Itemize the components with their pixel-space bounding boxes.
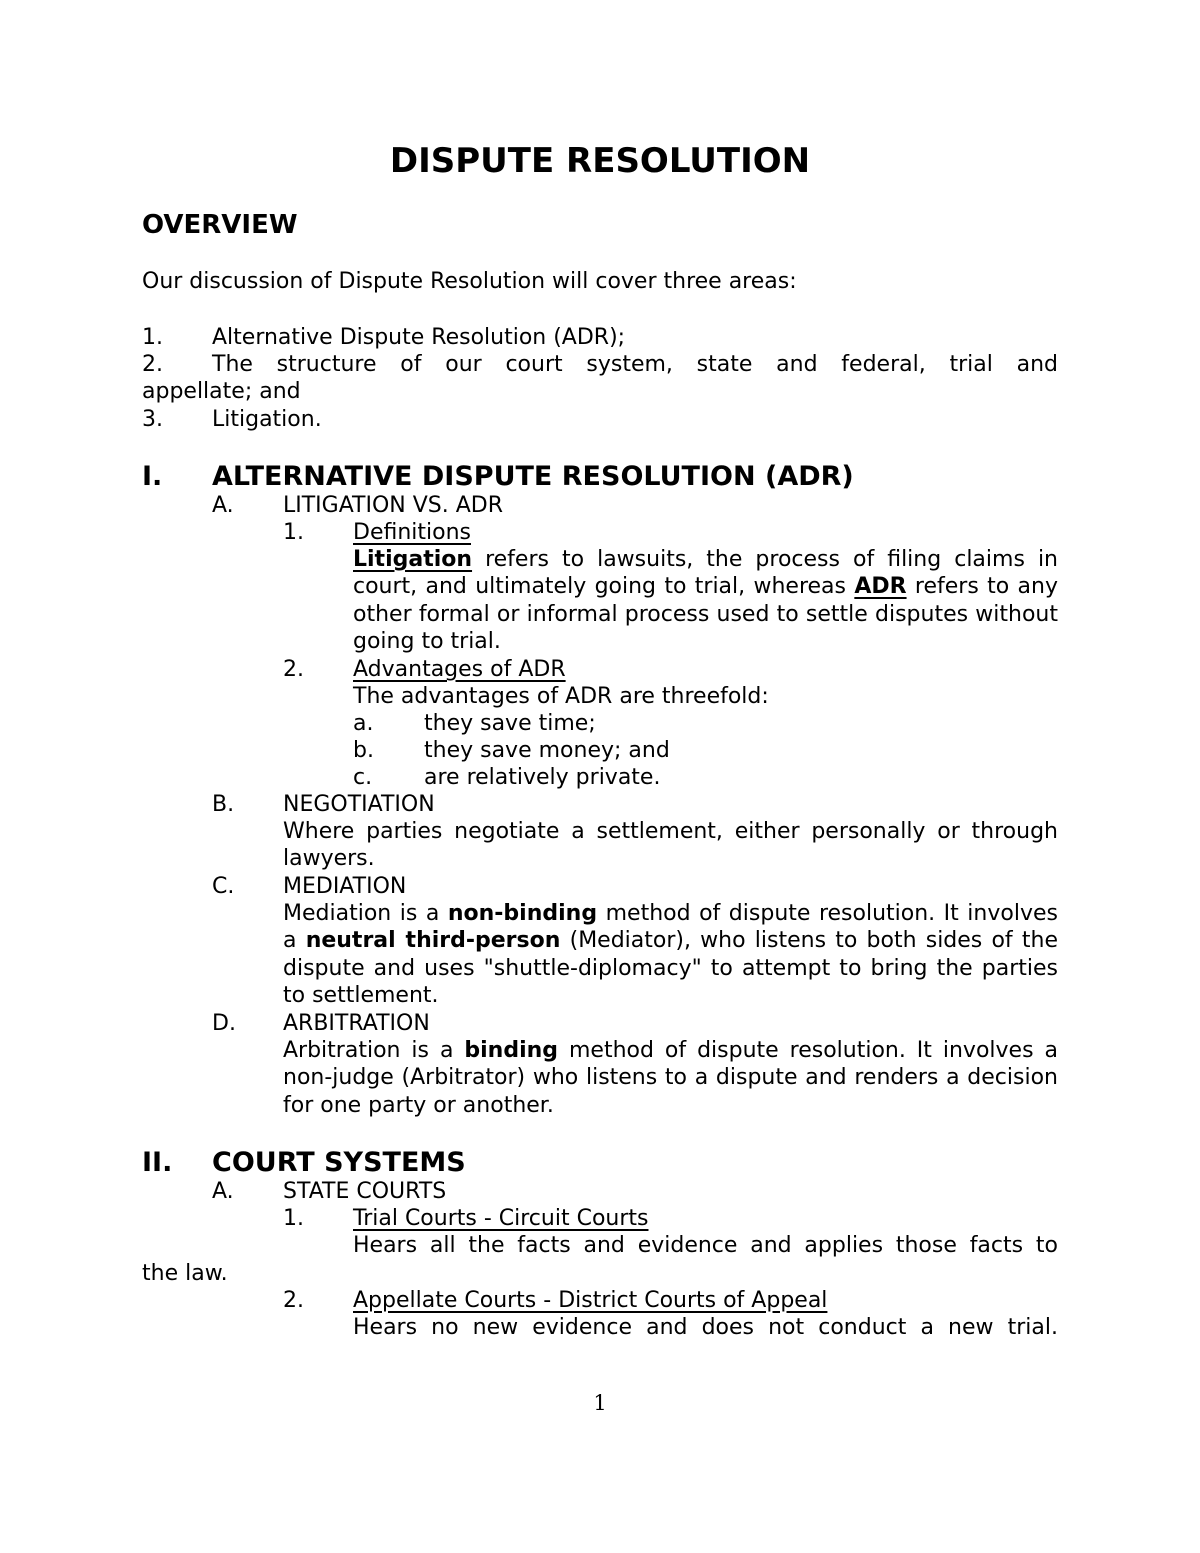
overview-intro: Our discussion of Dispute Resolution will cover three areas:	[142, 269, 797, 294]
advantage-a-letter: a.	[353, 711, 374, 736]
overview-item-2-text: The structure of our court system, state and federal, trial and	[212, 352, 1058, 377]
trial-courts-heading: Trial Courts - Circuit Courts	[353, 1206, 649, 1231]
overview-item-2-number: 2.	[142, 352, 163, 377]
section-2-a-title: STATE COURTS	[283, 1179, 447, 1204]
section-1-c-letter: C.	[212, 874, 235, 899]
advantages-intro: The advantages of ADR are threefold:	[353, 684, 769, 709]
appellate-courts-text: Hears no new evidence and does not conduct a new trial.	[353, 1315, 1058, 1340]
trial-courts-text: Hears all the facts and evidence and applies those facts to	[353, 1233, 1058, 1258]
section-1-d-title: ARBITRATION	[283, 1011, 430, 1036]
section-1-c-title: MEDIATION	[283, 874, 407, 899]
arbitration-paragraph	[283, 1037, 1058, 1119]
overview-item-3-text: Litigation.	[212, 407, 322, 432]
section-1-d-letter: D.	[212, 1011, 236, 1036]
advantage-b-text: they save money; and	[424, 738, 670, 763]
definitions-text-1: refers to lawsuits, the process of filing claims in court, and ultimately going to trial, whereas	[353, 547, 1058, 600]
arbitration-text-2: method of dispute resolution. It involves a non-judge (Arbitrator) who listens to a dispute and renders a decision for one party or another.	[283, 1038, 1058, 1118]
advantage-c-letter: c.	[353, 765, 373, 790]
negotiation-paragraph: Where parties negotiate a settlement, either personally or through lawyers.	[283, 819, 1058, 872]
section-2-title: COURT SYSTEMS	[212, 1147, 466, 1178]
section-2-a-letter: A.	[212, 1179, 234, 1204]
section-1-a-letter: A.	[212, 493, 234, 518]
overview-item-1-text: Alternative Dispute Resolution (ADR);	[212, 325, 626, 350]
mediation-text-2: method of dispute resolution. It involves a	[283, 901, 1058, 954]
term-non-binding: non-binding	[447, 901, 598, 926]
appellate-courts-heading: Appellate Courts - District Courts of Appeal	[353, 1288, 828, 1313]
advantages-heading: Advantages of ADR	[353, 657, 566, 682]
advantage-b-letter: b.	[353, 738, 374, 763]
definitions-paragraph	[353, 546, 1058, 655]
overview-heading: OVERVIEW	[142, 210, 298, 240]
document-title: DISPUTE RESOLUTION	[389, 141, 811, 181]
overview-item-2-text-cont: appellate; and	[142, 379, 301, 404]
section-2-number: II.	[142, 1147, 173, 1178]
section-1-a-title: LITIGATION VS. ADR	[283, 493, 504, 518]
section-1-b-title: NEGOTIATION	[283, 792, 435, 817]
section-1-b-letter: B.	[212, 792, 235, 817]
definitions-number: 1.	[283, 520, 304, 545]
term-binding: binding	[464, 1038, 559, 1063]
mediation-text-3: (Mediator), who listens to both sides of the dispute and uses "shuttle-diplomacy" to attempt to bring the parties to settlement.	[283, 928, 1058, 1008]
definitions-text-2: refers to any other formal or informal process used to settle disputes without going to trial.	[353, 574, 1058, 654]
page-number: 1	[593, 1391, 607, 1415]
mediation-paragraph	[283, 900, 1058, 1009]
overview-item-3-number: 3.	[142, 407, 163, 432]
term-neutral-third-person: neutral third-person	[305, 928, 561, 954]
trial-courts-text-cont: the law.	[142, 1261, 228, 1286]
mediation-text-1: Mediation is a	[283, 901, 448, 926]
section-1-number: I.	[142, 461, 163, 492]
advantage-a-text: they save time;	[424, 711, 596, 736]
definitions-heading: Definitions	[353, 520, 471, 545]
advantage-c-text: are relatively private.	[424, 765, 661, 790]
overview-item-1-number: 1.	[142, 325, 163, 350]
arbitration-text-1: Arbitration is a	[283, 1038, 465, 1063]
trial-courts-number: 1.	[283, 1206, 304, 1231]
advantages-number: 2.	[283, 657, 304, 682]
term-litigation: Litigation	[353, 547, 473, 572]
section-1-title: ALTERNATIVE DISPUTE RESOLUTION (ADR)	[212, 461, 854, 492]
term-adr: ADR	[854, 574, 907, 600]
appellate-courts-number: 2.	[283, 1288, 304, 1313]
